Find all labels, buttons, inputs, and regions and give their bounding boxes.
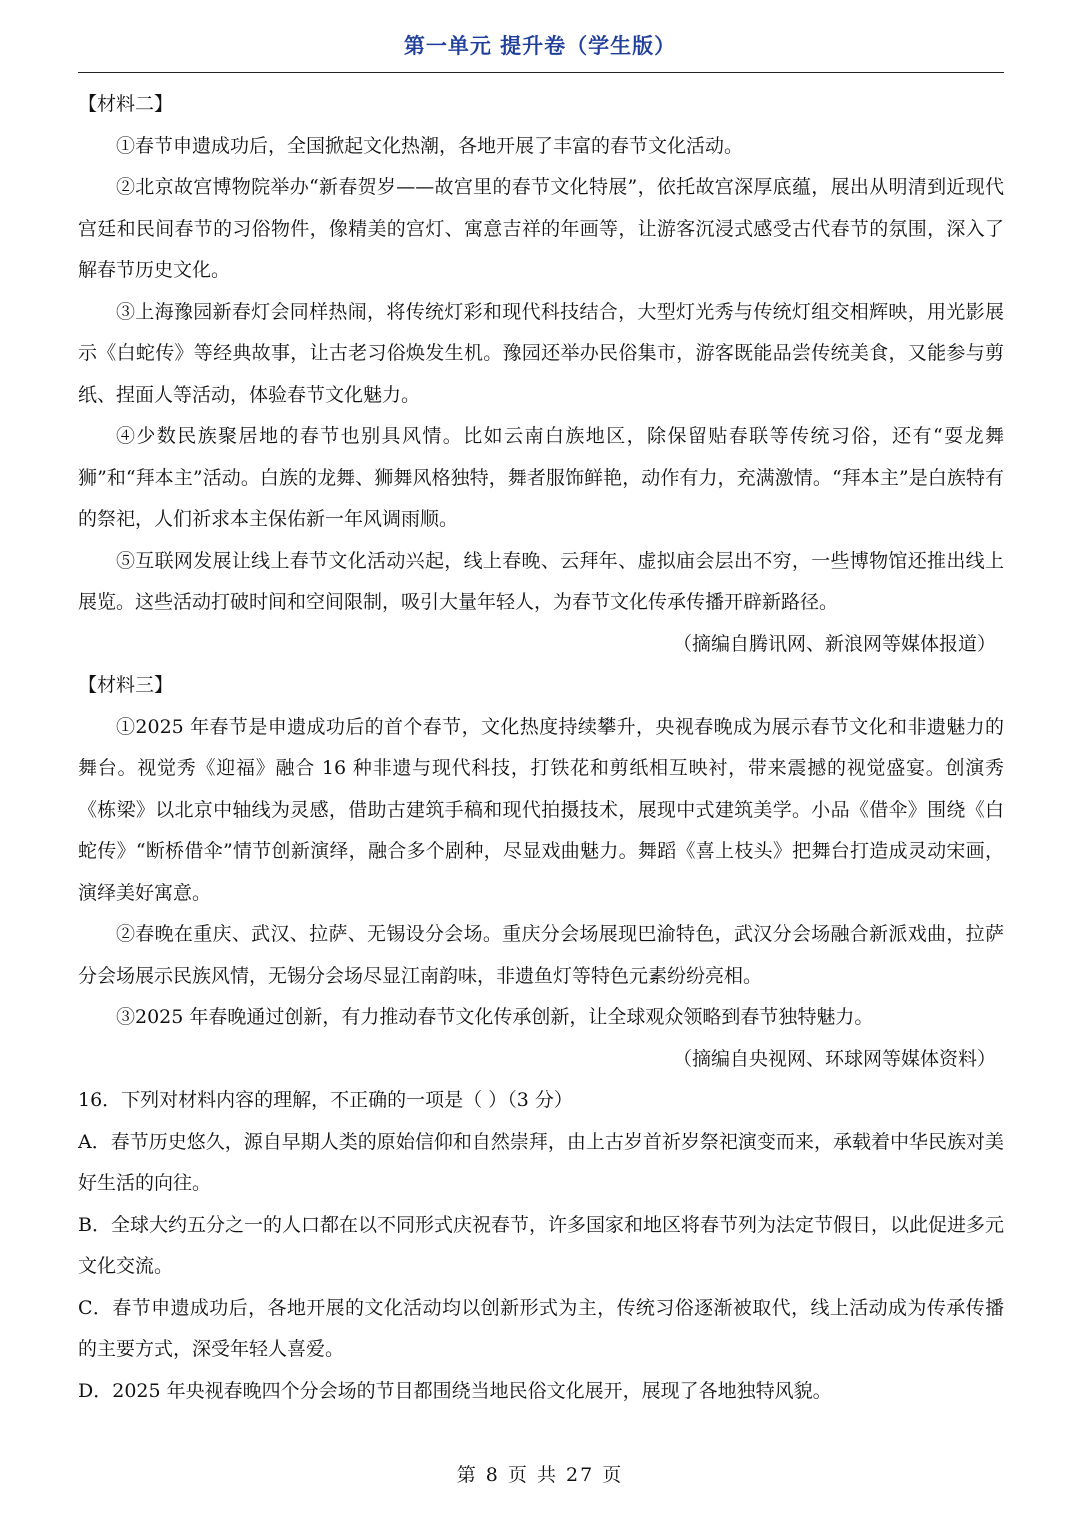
- material-3-paragraph-3: ③2025 年春晚通过创新，有力推动春节文化传承创新，让全球观众领略到春节独特魅力。: [116, 1006, 874, 1028]
- document-body: [78, 84, 1004, 1412]
- question-16-stem: 16．下列对材料内容的理解，不正确的一项是（ ）（3 分）: [78, 1089, 573, 1111]
- page-number: 第 8 页 共 27 页: [456, 1464, 624, 1486]
- material-2-label: 【材料二】: [78, 93, 174, 115]
- material-2-paragraph-1: ①春节申遗成功后，全国掀起文化热潮，各地开展了丰富的春节文化活动。: [116, 134, 744, 157]
- material-2-paragraph-4: ④少数民族聚居地的春节也别具风情。比如云南白族地区，除保留贴春联等传统习俗，还有“耍龙舞狮”和“拜本主”活动。白族的龙舞、狮舞风格独特，舞者服饰鲜艳，动作有力，充满激情。“拜本主”是白族特有的祭祀，人们祈求本主保佑新一年风调雨顺。: [78, 425, 1004, 530]
- material-3-paragraph-1: ①2025 年春节是申遗成功后的首个春节，文化热度持续攀升，央视春晚成为展示春节文化和非遗魅力的舞台。视觉秀《迎福》融合 16 种非遗与现代科技，打铁花和剪纸相互映衬，带来震撼的视觉盛宴。创演秀《栋梁》以北京中轴线为灵感，借助古建筑手稿和现代拍摄技术，展现中式建筑美学。小品《借伞》围绕《白蛇传》“断桥借伞”情节创新演绎，融合多个剧种，尽显戏曲魅力。舞蹈《喜上枝头》把舞台打造成灵动宋画，演绎美好寓意。: [78, 715, 1004, 904]
- page-header-title: 第一单元 提升卷（学生版）: [403, 34, 677, 58]
- material-2-paragraph-5: ⑤互联网发展让线上春节文化活动兴起，线上春晚、云拜年、虚拟庙会层出不穷，一些博物馆还推出线上展览。这些活动打破时间和空间限制，吸引大量年轻人，为春节文化传承传播开辟新路径。: [78, 549, 1004, 613]
- question-option-a: A．春节历史悠久，源自早期人类的原始信仰和自然崇拜，由上古岁首祈岁祭祀演变而来，承载着中华民族对美好生活的向往。: [78, 1130, 1004, 1194]
- material-2-paragraph-2: ②北京故宫博物院举办“新春贺岁——故宫里的春节文化特展”，依托故宫深厚底蕴，展出从明清到近现代宫廷和民间春节的习俗物件，像精美的宫灯、寓意吉祥的年画等，让游客沉浸式感受古代春节的氛围，深入了解春节历史文化。: [78, 176, 1004, 281]
- material-3-paragraph-2: ②春晚在重庆、武汉、拉萨、无锡设分会场。重庆分会场展现巴渝特色，武汉分会场融合新派戏曲，拉萨分会场展示民族风情，无锡分会场尽显江南韵味，非遗鱼灯等特色元素纷纷亮相。: [78, 923, 1004, 987]
- material-2-paragraph-3: ③上海豫园新春灯会同样热闹，将传统灯彩和现代科技结合，大型灯光秀与传统灯组交相辉映，用光影展示《白蛇传》等经典故事，让古老习俗焕发生机。豫园还举办民俗集市，游客既能品尝传统美食，又能参与剪纸、捏面人等活动，体验春节文化魅力。: [78, 300, 1004, 406]
- question-option-d: D．2025 年央视春晚四个分会场的节目都围绕当地民俗文化展开，展现了各地独特风貌。: [78, 1379, 832, 1402]
- material-3-label: 【材料三】: [78, 674, 174, 696]
- header-divider: [78, 72, 1004, 73]
- question-option-c: C．春节申遗成功后，各地开展的文化活动均以创新形式为主，传统习俗逐渐被取代，线上活动成为传承传播的主要方式，深受年轻人喜爱。: [78, 1296, 1004, 1360]
- question-option-b: B．全球大约五分之一的人口都在以不同形式庆祝春节，许多国家和地区将春节列为法定节假日，以此促进多元文化交流。: [78, 1213, 1004, 1277]
- material-2-source: （摘编自腾讯网、新浪网等媒体报道）: [672, 632, 996, 655]
- material-3-source: （摘编自央视网、环球网等媒体资料）: [672, 1047, 996, 1070]
